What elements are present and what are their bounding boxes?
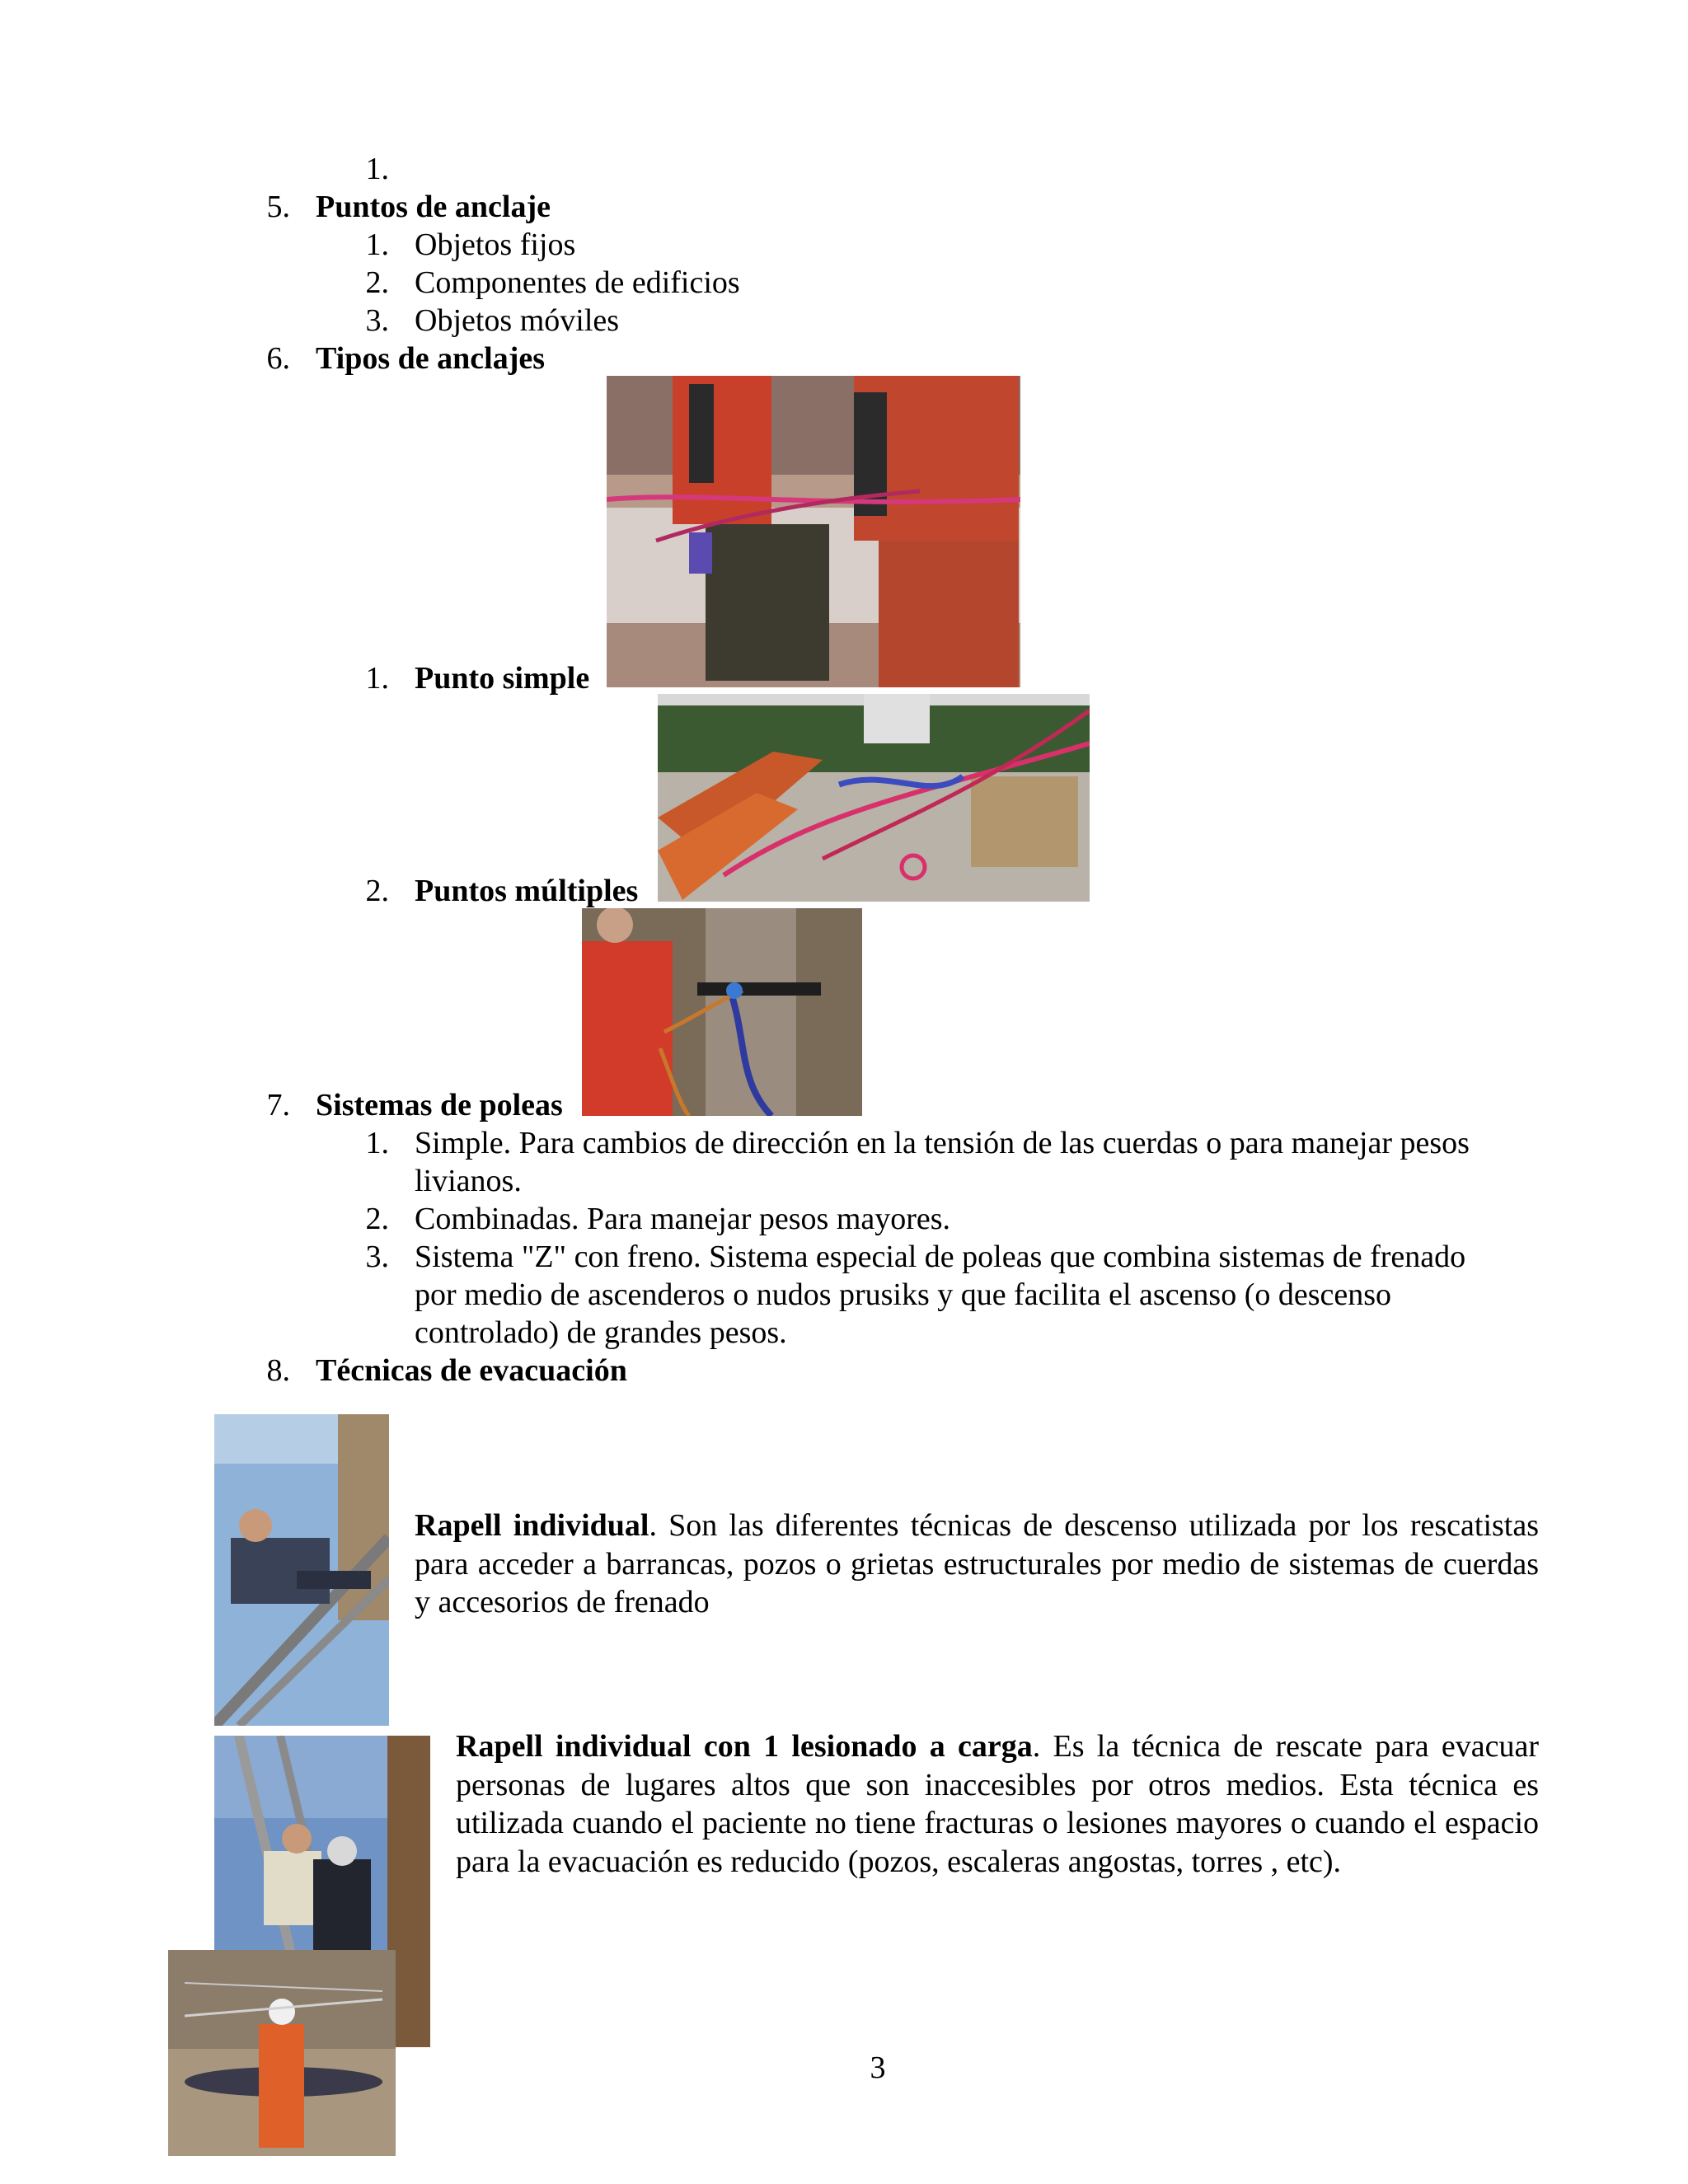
list-number: 2. [365,874,389,908]
rappel-individual-title: Rapell individual [415,1508,649,1543]
page-number: 3 [870,2050,886,2085]
list-number: 3. [365,1240,389,1274]
list-item-continuation: livianos. [415,1164,522,1198]
list-item-single-point: Punto simple [415,661,590,696]
list-number: 1. [365,152,389,186]
list-number: 1. [365,227,389,262]
list-item: Objetos fijos [415,227,576,262]
list-number: 5. [266,190,290,224]
list-item: Componentes de edificios [415,265,740,300]
pulley-system-photo [582,908,862,1116]
rappel-individual-photo [214,1414,389,1726]
list-number: 2. [365,265,389,300]
list-number: 1. [365,1126,389,1160]
rappel-with-injured-title: Rapell individual con 1 lesionado a carga [456,1729,1033,1764]
list-number: 2. [365,1202,389,1236]
list-item-multiple-points: Puntos múltiples [415,874,639,908]
list-number: 6. [266,341,290,376]
rappel-individual-paragraph [415,1507,1539,1622]
rappel-with-injured-paragraph [456,1727,1539,1881]
section-heading-pulley-systems: Sistemas de poleas [316,1088,563,1122]
list-item-continuation: controlado) de grandes pesos. [415,1315,787,1350]
list-item: Combinadas. Para manejar pesos mayores. [415,1202,951,1236]
single-anchor-photo [607,376,1020,687]
section-heading-anchor-points: Puntos de anclaje [316,190,551,224]
list-item: Simple. Para cambios de dirección en la tensión de las cuerdas o para manejar pesos [415,1126,1470,1160]
list-number: 7. [266,1088,290,1122]
list-item: Sistema "Z" con freno. Sistema especial de poleas que combina sistemas de frenado [415,1240,1466,1274]
section-heading-evacuation: Técnicas de evacuación [316,1353,627,1388]
section-heading-anchor-types: Tipos de anclajes [316,341,546,376]
rappel-individual-text: . Son las diferentes técnicas de descenso utilizada por los rescatistas para acceder a barrancas, pozos o grietas estructurales por medio de sistemas de cuerdas y accesorios de frenado [415,1508,1539,1619]
stretcher-evacuation-photo [168,1950,396,2156]
multiple-anchor-photo [658,694,1090,902]
list-number: 3. [365,303,389,338]
list-number: 1. [365,661,389,696]
rappel-with-injured-text: . Es la técnica de rescate para evacuar personas de lugares altos que son inaccesibles por otros medios. Esta técnica es utilizada cuando el paciente no tiene fracturas o lesiones mayores o cuando el espacio para la evacuación es reducido (pozos, escaleras angostas, torres , etc). [456,1729,1540,1879]
list-number: 8. [266,1353,290,1388]
list-item: Objetos móviles [415,303,620,338]
list-item-continuation: por medio de ascenderos o nudos prusiks y que facilita el ascenso (o descenso [415,1277,1392,1312]
